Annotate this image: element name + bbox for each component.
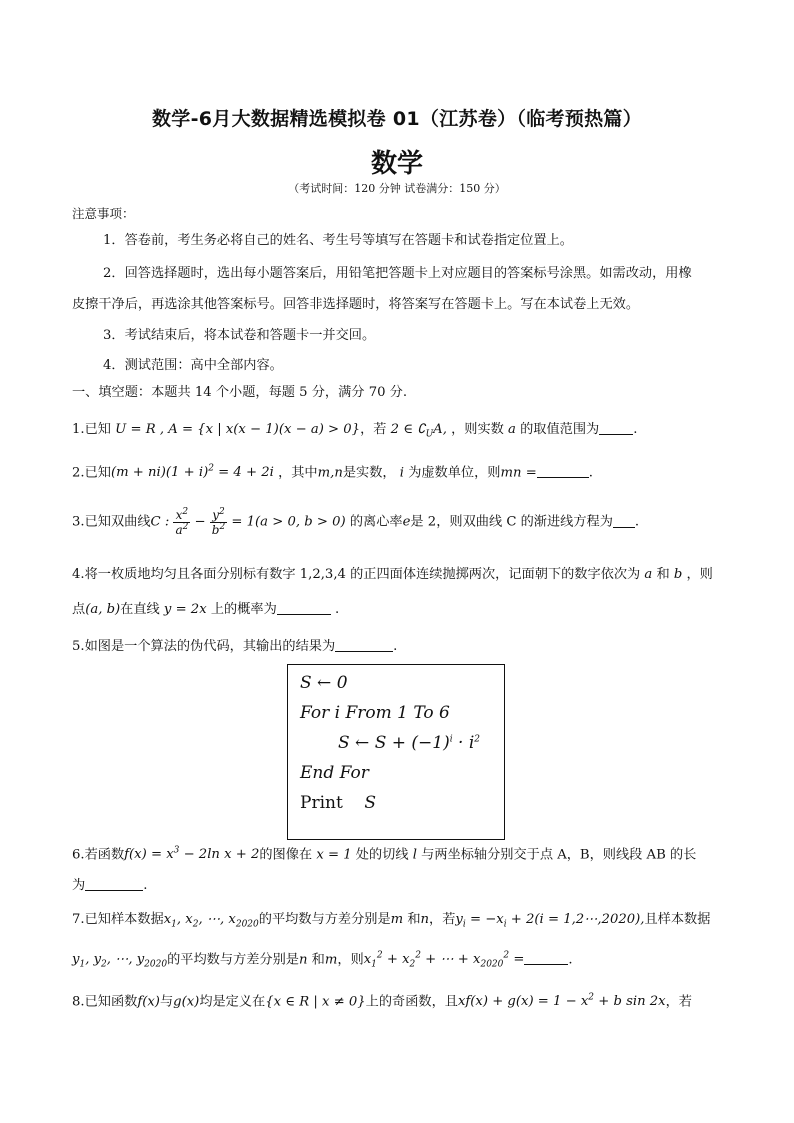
page-title: 数学-6月大数据精选模拟卷 01（江苏卷）（临考预热篇） [151, 108, 643, 130]
q7-formula: $y_1$, $y_2$, ⋯, $y_{2020}$ [72, 952, 168, 971]
question-7-line-2: $y_1$, $y_2$, ⋯, $y_{2020}$的平均数与方差分别是n 和m，则$x_1^2 + x_2^2$ + ⋯ + $x_{2020}^2$ = . [72, 951, 573, 971]
q6-text: 6.若函数 [72, 847, 125, 863]
question-4-line-2: 点(a, b)在直线 y = 2x 上的概率为 . [72, 602, 340, 617]
q4-text: 4.将一枚质地均匀且各面分别标有数字 1,2,3,4 的正四面体连续抛掷两次，记面朝下的数字依次为 [72, 567, 641, 582]
q2-text: 为虚数单位，则 [408, 465, 501, 481]
note-item-3: 3．考试结束后，将本试卷和答题卡一并交回。 [103, 328, 376, 343]
q2-var: mn [500, 465, 522, 481]
q3-var: e [402, 514, 411, 530]
q2-formula: $(m + ni)(1 + i)^2 = 4 + 2i$ [110, 464, 274, 481]
question-7-line-1 [72, 910, 722, 932]
q8-text: 与 [159, 994, 174, 1010]
q6-var: l [408, 847, 422, 863]
q4-text: 和 [656, 567, 670, 582]
q3-formula: C : [150, 514, 174, 530]
note-item-4: 4．测试范围：高中全部内容。 [103, 358, 283, 373]
code-keyword: Print [300, 793, 343, 813]
question-6-line-1 [72, 845, 722, 865]
q4-text: 点 [72, 602, 86, 617]
notes-title: 注意事项： [72, 206, 135, 221]
q4-text: ，则 [686, 567, 713, 582]
q8-formula: g(x) [173, 994, 200, 1010]
q7-var: m [324, 952, 338, 968]
answer-blank[interactable] [613, 514, 635, 528]
q7-formula: $x_1$, $x_2$, ⋯, $x_{2020}$ [163, 912, 259, 930]
q6-formula: $f(x) = x^3 - 2\ln$ x + 2 [124, 846, 260, 863]
q2-text: ，其中 [278, 465, 318, 481]
code-line-4: End For [300, 763, 369, 783]
q4-formula: (a, b) [85, 602, 121, 617]
code-line-2: For i From 1 To 6 [300, 703, 450, 723]
answer-blank[interactable] [277, 601, 331, 615]
q5-text: 5.如图是一个算法的伪代码，其输出的结果为 [72, 639, 336, 654]
question-3: 3.已知双曲线C : $\frac{x^2}{a^2}$ − $\frac{y^2}{b^2}$ = 1(a > 0, b > 0) 的离心率e是 2，则双曲线 C 的渐进线方程为 . [72, 507, 640, 537]
q7-formula: $y_i = -x_i + 2(i$ = 1,2⋯,2020), [455, 912, 645, 930]
question-6-line-2: 为 . [72, 878, 148, 893]
q8-formula: f(x) [137, 994, 160, 1010]
question-4-line-1 [72, 565, 722, 585]
q6-text: 的图像在 [259, 847, 313, 863]
q6-text: 为 [72, 878, 86, 893]
q8-text: 均是定义在 [199, 994, 266, 1010]
question-5: 5.如图是一个算法的伪代码，其输出的结果为 . [72, 639, 398, 654]
q4-text: 上的概率为 [210, 602, 277, 617]
answer-blank[interactable] [85, 877, 143, 891]
q2-text: = [525, 465, 537, 481]
pseudocode-box [287, 664, 505, 840]
fraction: $\frac{y^2}{b^2}$ [211, 507, 226, 537]
q7-text: 和 [311, 952, 325, 968]
q7-var: n [420, 912, 430, 927]
q7-text: 和 [407, 912, 421, 927]
q7-text: ，则 [337, 952, 364, 968]
q4-var: a [640, 567, 657, 582]
q4-var: b [669, 567, 687, 582]
q6-formula: x = 1 [312, 847, 356, 863]
q4-formula: y = 2x [159, 602, 211, 617]
answer-blank[interactable] [599, 421, 633, 435]
answer-blank[interactable] [524, 951, 568, 965]
q7-text: 7.已知样本数据 [72, 912, 164, 927]
answer-blank[interactable] [537, 464, 589, 478]
exam-info: （考试时间：120 分钟 试卷满分：150 分） [288, 182, 506, 195]
q6-text: 与两坐标轴分别交于点 A，B，则线段 AB 的长 [421, 847, 697, 863]
q2-text: 是实数， [342, 465, 396, 481]
code-line-5 [300, 793, 376, 813]
q1-text: 的取值范围为 [520, 422, 600, 437]
q8-text: ，若 [665, 994, 692, 1010]
answer-blank[interactable] [335, 638, 393, 652]
q2-var: i [395, 465, 409, 481]
q4-text: 在直线 [120, 602, 160, 617]
code-var: S [364, 793, 377, 813]
q3-text: 是 2，则双曲线 C 的渐进线方程为 [410, 514, 613, 530]
q7-formula: $x_1^2 + x_2^2$ + ⋯ + $x_{2020}^2$ = [363, 951, 525, 971]
q2-text: 2.已知 [72, 465, 111, 481]
note-item-1: 1．答卷前，考生务必将自己的姓名、考生号等填写在答题卡和试卷指定位置上。 [103, 233, 573, 248]
q1-text: 1.已知 [72, 422, 111, 437]
fraction: $\frac{x^2}{a^2}$ [175, 507, 189, 537]
subject-title: 数学 [370, 149, 423, 179]
code-line-3: S ← $S + (-1)^i \cdot i^2$ [338, 733, 481, 753]
q8-formula: {x ∈ R | x ≠ 0} [265, 994, 366, 1010]
note-item-2: 2．回答选择题时，选出每小题答案后，用铅笔把答题卡上对应题目的答案标号涂黑。如需改动，用橡 [103, 266, 692, 281]
code-line-3-text: S ← S + (−1) [338, 733, 450, 753]
q8-text: 8.已知函数 [72, 994, 138, 1010]
q1-text: ，若 [360, 422, 387, 437]
q7-text: ，若 [429, 912, 456, 927]
q7-text: 的平均数与方差分别是 [258, 912, 391, 927]
q1-formula: U = R , A = {x | x(x − 1)(x − a) > 0} [115, 422, 361, 437]
q7-var: n [298, 952, 308, 968]
q7-text: 且样本数据 [644, 912, 711, 927]
note-item-2-cont: 皮擦干净后，再选涂其他答案标号。回答非选择题时，将答案写在答题卡上。写在本试卷上无效。 [72, 297, 640, 312]
q1-formula: 2 ∈ $∁_UA$, [390, 422, 447, 440]
q6-text: 处的切线 [355, 847, 409, 863]
q2-var: m,n [317, 465, 343, 481]
q7-var: m [390, 912, 404, 927]
q3-formula: = 1(a > 0, b > 0) [227, 514, 346, 530]
question-8 [72, 992, 722, 1012]
q7-text: 的平均数与方差分别是 [167, 952, 299, 968]
q3-text: 的离心率 [349, 514, 403, 530]
q1-var: a [503, 422, 521, 437]
question-2: 2.已知$(m + ni)(1 + i)^2 = 4 + 2i$ ，其中m,n是实数， i 为虚数单位，则mn = . [72, 464, 593, 481]
code-line-1: S ← 0 [300, 673, 348, 693]
q8-formula: $xf(x) + g(x) = 1 - x^2 + b$ sin 2x [457, 993, 666, 1010]
question-1: 1.已知 U = R , A = {x | x(x − 1)(x − a) > 0}，若 2 ∈ $∁_UA$, ，则实数 a 的取值范围为 . [72, 422, 638, 440]
q3-text: 3.已知双曲线 [72, 514, 151, 530]
q8-text: 上的奇函数，且 [365, 994, 458, 1010]
q1-text: ，则实数 [451, 422, 504, 437]
section-heading: 一、填空题：本题共 14 个小题，每题 5 分，满分 70 分. [72, 385, 408, 400]
